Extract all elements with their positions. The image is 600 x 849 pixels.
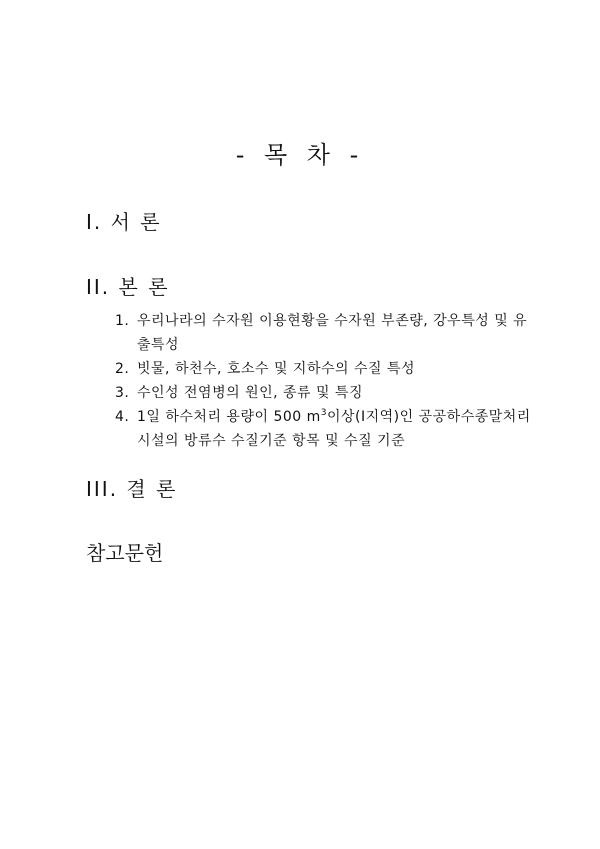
list-item-text-before: 1일 하수처리 용량이 500 m: [137, 409, 321, 425]
list-item-number: 3.: [115, 385, 130, 401]
superscript-exponent: 3: [320, 408, 327, 418]
list-item-text-after: 이상(Ⅰ지역)인 공공하수종말처리시설의 방류수 수질기준 항목 및 수질 기준: [137, 409, 531, 449]
list-item: [115, 309, 535, 357]
list-item-number: 1.: [115, 313, 130, 329]
list-item: [115, 357, 535, 381]
list-item: [115, 405, 535, 453]
list-item-number: 4.: [115, 409, 130, 425]
section-intro-heading: I. 서 론: [86, 210, 162, 234]
list-item-text: 빗물, 하천수, 호소수 및 지하수의 수질 특성: [137, 361, 416, 377]
list-item: [115, 381, 535, 405]
body-item-list: [115, 309, 535, 453]
list-item-number: 2.: [115, 361, 130, 377]
section-body-heading: II. 본 론: [86, 275, 170, 299]
section-conclusion-heading: III. 결 론: [86, 477, 178, 501]
section-references-heading: 참고문헌: [86, 541, 164, 565]
list-item-text: 우리나라의 수자원 이용현황을 수자원 부존량, 강우특성 및 유출특성: [137, 313, 528, 353]
page-title: - 목 차 -: [235, 141, 365, 169]
list-item-text: 수인성 전염병의 원인, 종류 및 특징: [137, 385, 364, 401]
